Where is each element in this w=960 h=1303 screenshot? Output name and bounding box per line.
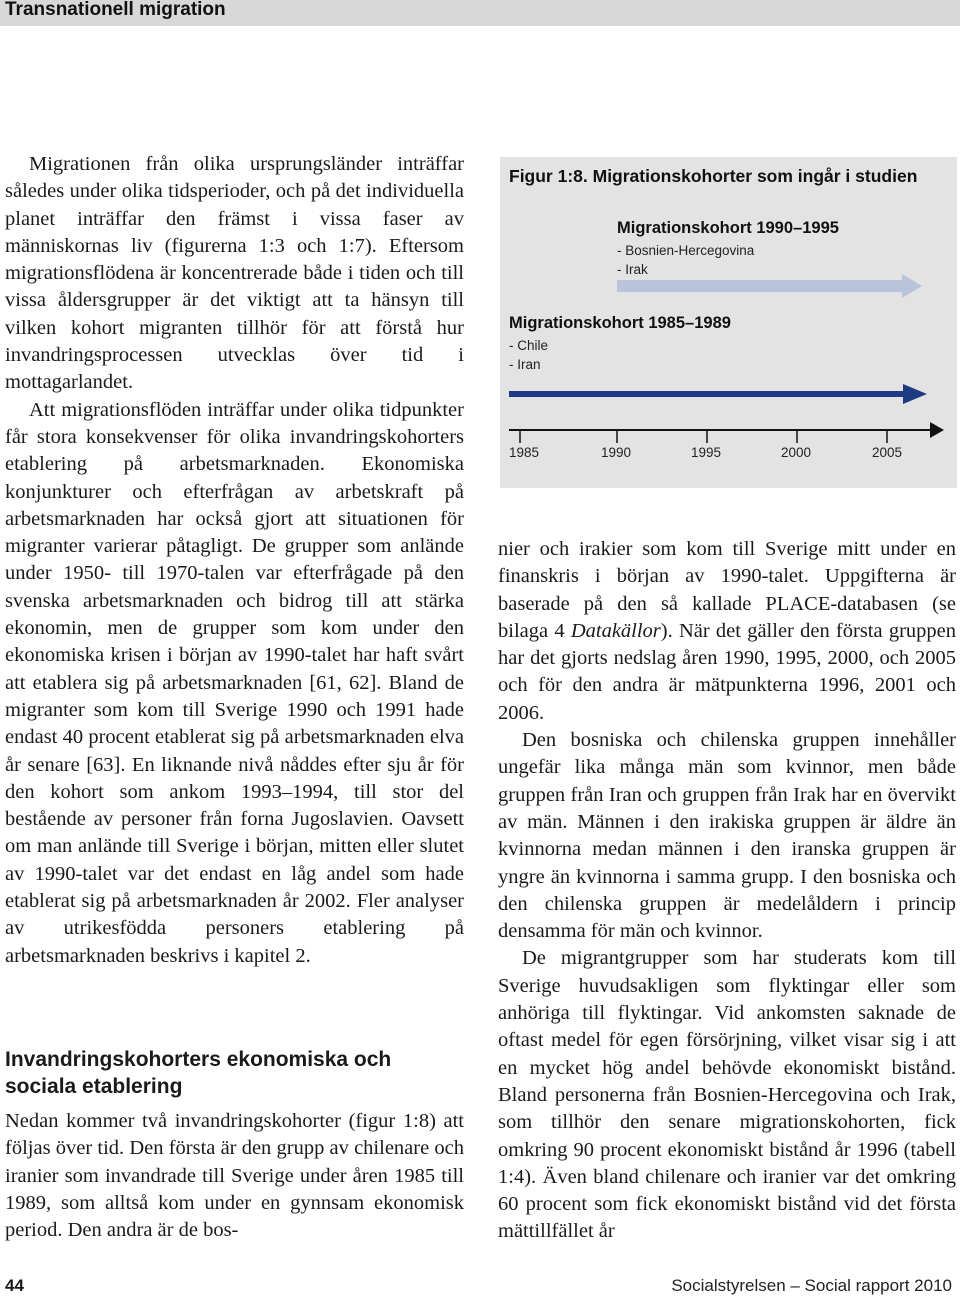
- right-p1-text: nier och irakier som kom till Sverige mitt under en finanskris i början av 1990-talet. Uppgifterna är baserade på den så kallade PLACE-databasen (se bilaga 4: [498, 538, 956, 642]
- section-heading: Invandringskohorters ekonomiska och sociala etablering: [5, 1048, 392, 1098]
- right-paragraph-1: [498, 536, 956, 727]
- running-header-title: Transnationell migration: [5, 0, 226, 20]
- axis-label-2005: 2005: [872, 445, 903, 460]
- axis-label-2000: 2000: [781, 445, 812, 460]
- left-paragraph-2: Att migrationsflöden inträffar under olika tidpunkter får stora konsekvenser för olika invandringskohorters etablering på arbetsmarknaden. Ekonomiska konjunkturer och efterfrågan av arbetskraft på arbetsmarknaden har också gjort att situationen för migranter varierar påtagligt. De grupper som anlände under 1950- till 1970-talen var efterfrågade på den svenska arbetsmarknaden och bidrog till att stärka ekonomin, men de grupper som kom under den ekonomiska krisen i början av 1990-talet har haft svårt att etablera sig på arbetsmarknaden [61, 62]. Bland de migranter som kom till Sverige 1990 och 1991 hade endast 40 procent etablerat sig på arbetsmarknaden elva år senare [63]. En liknande nivå nåddes efter sju år för den kohort som ankom 1993–1994, till stor del bestående av personer från forna Jugoslavien. Oavsett om man anlände till Sverige i början, mitten eller slutet av 1990-talet var det endast en låg andel som hade etablerat sig på arbetsmarknaden år 2002. Fler analyser av utrikesfödda personers etablering på arbetsmarknaden beskrivs i kapitel 2.: [5, 398, 464, 967]
- cohort-early-item-1: - Chile: [509, 338, 549, 353]
- axis-label-1985: 1985: [509, 445, 540, 460]
- left-paragraph-1: Migrationen från olika ursprungsländer inträffar således under olika tidsperioder, och på det individuella planet inträffar den främst i vissa faser av människornas liv (figurerna 1:3 och 1:7). Eftersom migrationsflödena är koncentrerade både i tiden och till vissa åldersgrupper är det viktigt att ta hänsyn till vilken kohort migranten tillhör för att förstå hur invandringsprocessen utvecklas över tid i mottagarlandet.: [5, 153, 464, 394]
- page-number: 44: [5, 1276, 24, 1295]
- footer-source: Socialstyrelsen – Social rapport 2010: [671, 1276, 952, 1295]
- right-p1-end: ). När det gäller den första gruppen har det gjorts nedslag åren 1990, 1995, 2000, och 2005 och för den andra är mätpunkterna 1996, 2001 och 2006.: [498, 619, 957, 724]
- right-paragraph-2: Den bosniska och chilenska gruppen innehåller ungefär lika många män som kvinnor, men både gruppen från Iran och gruppen från Irak har en övervikt av män. Männen i den irakiska gruppen är äldre än kvinnorna medan männen i den iranska gruppen är yngre än kvinnorna i samma grupp. I den bosniska och den chilenska gruppen är medelåldern i princip densamma för män och kvinnor.: [498, 729, 956, 943]
- cohort-early-title: Migrationskohort 1985–1989: [509, 314, 731, 332]
- cohort-late-arrow: [617, 274, 922, 298]
- running-header-bar: [0, 0, 960, 26]
- cohort-late-title: Migrationskohort 1990–1995: [617, 219, 839, 237]
- left-column-text: [5, 151, 464, 970]
- right-column-text: [498, 536, 956, 1246]
- left-paragraph-3: Nedan kommer två invandringskohorter (figur 1:8) att följas över tid. Den första är den grupp av chilenare och iranier som invandrade till Sverige under åren 1985 till 1989, som alltså kom under en gynnsam ekonomisk period. Den andra är de bos-: [5, 1110, 464, 1242]
- datakallor-emphasis: Datakällor: [570, 619, 661, 642]
- right-paragraph-3: De migrantgrupper som har studerats kom till Sverige huvudsakligen som flyktingar eller som anhöriga till flyktingar. Vid ankomsten saknade de oftast medel för egen försörjning, vilket visar sig i att en mycket hög andel behövde ekonomiskt bistånd. Bland personerna från Bosnien-Hercegovina och Irak, som tillhör den senare migrationskohorten, fick omkring 90 procent ekonomiskt bistånd år 1996 (tabell 1:4). Även bland chilenare och iranier var det omkring 60 procent som fick ekonomiskt bistånd vid det första mättillfället år: [498, 947, 956, 1243]
- cohort-early-arrow: [509, 384, 927, 404]
- cohort-late-item-1: - Bosnien-Hercegovina: [617, 243, 755, 258]
- timeline-graphic: [500, 157, 957, 488]
- figure-migration-cohorts: [500, 157, 957, 488]
- figure-title: Figur 1:8. Migrationskohorter som ingår i studien: [509, 166, 918, 186]
- left-column-section-text: [5, 1108, 464, 1244]
- cohort-early-item-2: - Iran: [509, 357, 541, 372]
- cohort-late-item-2: - Irak: [617, 262, 648, 277]
- axis-label-1990: 1990: [601, 445, 632, 460]
- axis-label-1995: 1995: [691, 445, 722, 460]
- time-axis-arrowhead: [930, 422, 944, 438]
